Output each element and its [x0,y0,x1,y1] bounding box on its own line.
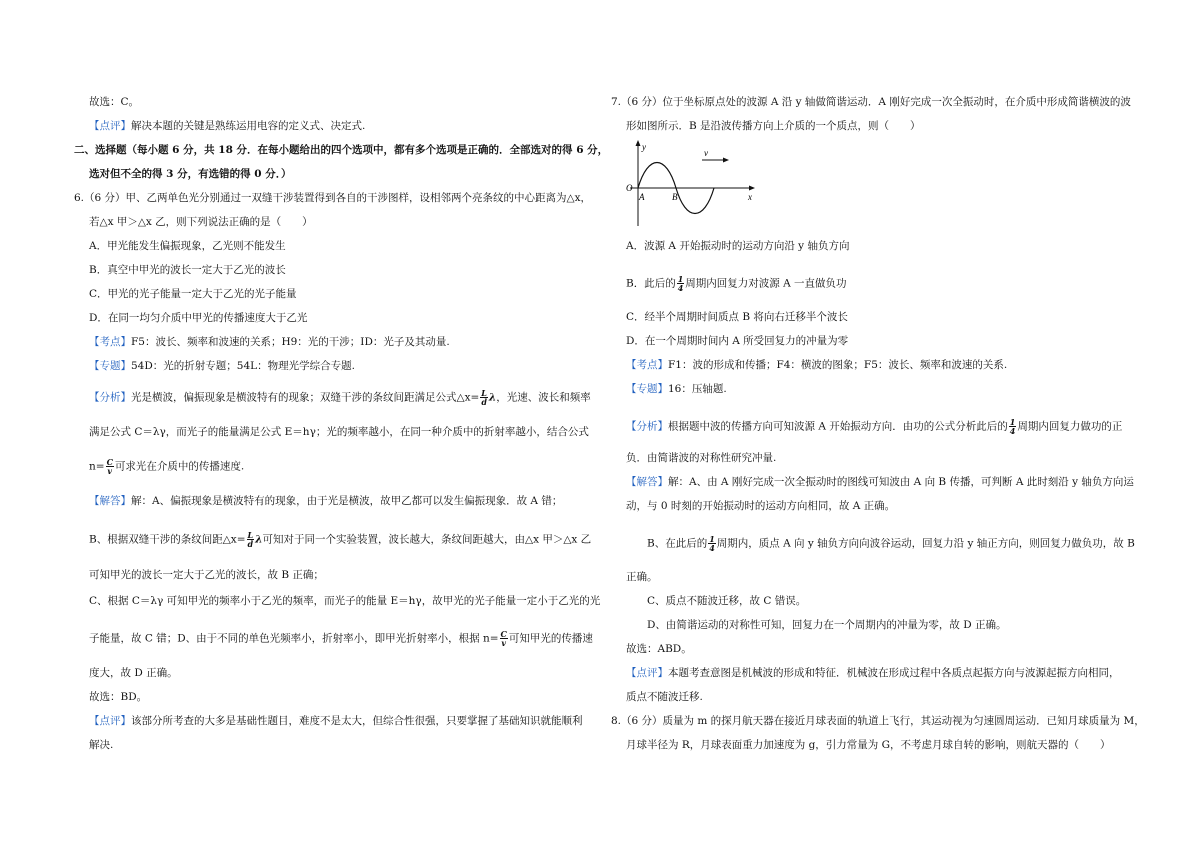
solution-line-c2 [89,630,593,647]
point-a-label: A [639,192,645,202]
fraction-quarter-2: $\frac{1}{4}$ [1009,417,1016,436]
y-axis-label: y [642,142,646,152]
point-b-label: B [672,192,678,202]
zhuanti-tag-7: 【专题】 [626,383,668,395]
solution-7b-text: B、在此后的 [647,537,708,550]
comment-tag-6: 【点评】 [89,715,131,727]
comment-line-7-cont: 质点不随波迁移. [626,691,703,703]
kaodian-tag: 【考点】 [89,336,131,348]
wave-figure [626,140,756,228]
zhuanti-tag: 【专题】 [89,360,131,372]
x-axis-label: x [748,192,752,202]
zhuanti-text: 54D：光的折射专题；54L：物理光学综合专题. [131,360,355,372]
solution-line-c: C、根据 C＝λγ 可知甲光的频率小于乙光的频率，而光子的能量 E＝hγ，故甲光的光子能量一定小于乙光的光 [89,595,601,607]
solution-text: 解：A、偏振现象是横波特有的现象，由于光是横波，故甲乙都可以发生偏振现象．故 A 错； [131,495,563,507]
fraction-quarter: $\frac{1}{4}$ [677,274,684,293]
analysis-tag-7: 【分析】 [626,420,668,433]
solution-text-7: 解：A、由 A 刚好完成一次全振动时的图线可知波由 A 向 B 传播，可判断 A 此时刻沿 y 轴负方向运 [668,476,1134,488]
answer-line: 故选：C。 [89,96,140,108]
analysis-text-7: 根据题中波的传播方向可知波源 A 开始振动方向．由功的公式分析此后的 [668,420,1008,433]
velocity-label: v [704,148,708,158]
solution-tag-7: 【解答】 [626,476,668,488]
kaodian-line-7 [626,358,1007,372]
lambda-symbol: λ [488,391,497,404]
solution-line [89,494,562,508]
fraction-l-over-d: $\frac{L}{d}$ [481,388,487,407]
option-c: C．甲光的光子能量一定大于乙光的光子能量 [89,288,297,300]
answer-line-7: 故选：ABD。 [626,643,692,655]
option-7d: D．在一个周期时间内 A 所受回复力的冲量为零 [626,335,849,347]
solution-b-text: B、根据双缝干涉的条纹间距△x= [89,533,246,546]
option-7a: A．波源 A 开始振动时的运动方向沿 y 轴负方向 [626,240,850,252]
analysis-line-7-cont: 负．由简谐波的对称性研究冲量. [626,452,777,464]
fraction-l-over-d-2: $\frac{L}{d}$ [247,530,254,549]
option-d: D．在同一均匀介质中甲光的传播速度大于乙光 [89,312,308,324]
analysis-tag: 【分析】 [89,391,131,404]
analysis-text-3: 可求光在介质中的传播速度. [114,460,245,473]
fraction-quarter-3: $\frac{1}{4}$ [709,534,715,553]
solution-line-d: 度大，故 D 正确。 [89,667,178,679]
solution-b-text-end: 可知对于同一个实验装置，波长越大，条纹间距越大，由△x 甲＞△x 乙 [262,533,592,546]
comment-line-6-cont: 解决. [89,739,114,751]
option-7c: C．经半个周期时间质点 B 将向右迁移半个波长 [626,311,848,323]
comment-text-7: 本题考查意图是机械波的形成和特征．机械波在形成过程中各质点起振方向与波源起振方向相同， [668,667,1120,679]
zhuanti-line [89,359,355,373]
kaodian-tag-7: 【考点】 [626,359,668,371]
origin-label: O [626,183,633,193]
question-6-stem-cont: 若△x 甲＞△x 乙，则下列说法正确的是（ ） [89,216,313,228]
solution-c2-text-end: 可知甲光的传播速 [508,632,593,645]
solution-line-7b-cont: 正确。 [626,571,658,583]
question-7-stem-cont: 形如图所示．B 是沿波传播方向上介质的一个质点，则（ ） [626,120,921,132]
answer-line-6: 故选：BD。 [89,691,148,703]
option-b: B．真空中甲光的波长一定大于乙光的波长 [89,264,286,276]
solution-line-7d: D、由简谐运动的对称性可知，回复力在一个周期内的冲量为零，故 D 正确。 [647,619,1007,631]
question-6-stem: 6.（6 分）甲、乙两单色光分别通过一双缝干涉装置得到各自的干涉图样，设相邻两个亮条纹的中心距离为△x， [74,192,592,204]
comment-line [89,119,365,133]
solution-line-7-cont: 动，与 0 时刻的开始振动时的运动方向相同，故 A 正确。 [626,500,896,512]
comment-text: 解决本题的关键是熟练运用电容的定义式、决定式. [131,120,366,132]
kaodian-text: F5：波长、频率和波速的关系；H9：光的干涉；ID：光子及其动量. [131,336,450,348]
analysis-text-7-end: 周期内回复力做功的正 [1017,420,1123,433]
section-heading-cont: 选对但不全的得 3 分，有选错的得 0 分．） [89,168,292,180]
analysis-line-7 [626,418,1122,435]
section-heading: 二、选择题（每小题 6 分，共 18 分．在每小题给出的四个选项中，都有多个选项是正确的．全部选对的得 6 分， [74,144,609,156]
kaodian-line [89,335,450,349]
comment-tag: 【点评】 [89,120,131,132]
x-axis-arrow [749,186,755,191]
analysis-text-end: ，光速、波长和频率 [496,391,591,404]
solution-line-b2: 可知甲光的波长一定大于乙光的波长，故 B 正确； [89,569,324,581]
y-axis-arrow [636,140,641,146]
solution-tag: 【解答】 [89,495,131,507]
velocity-arrowhead [723,158,729,163]
kaodian-text-7: F1：波的形成和传播；F4：横波的图象；F5：波长、频率和波速的关系. [668,359,1008,371]
zhuanti-line-7 [626,382,727,396]
analysis-text: 光是横波，偏振现象是横波特有的现象；双缝干涉的条纹间距满足公式△x= [131,391,480,404]
option-a: A．甲光能发生偏振现象，乙光则不能发生 [89,240,286,252]
option-7b-text: B．此后的 [626,277,676,290]
comment-line-7 [626,666,1120,680]
fraction-c-over-v-2: $\frac{C}{v}$ [500,629,507,648]
lambda-symbol-2: λ [255,533,263,546]
analysis-line-3 [89,458,244,475]
analysis-line [89,389,591,406]
solution-line-b [89,531,591,548]
solution-line-7b [647,535,1135,552]
question-8-stem-cont: 月球半径为 R，月球表面重力加速度为 g，引力常量为 G，不考虑月球自转的影响，则航天器的（ ） [626,739,1111,751]
solution-line-7 [626,475,1134,489]
comment-line-6 [89,714,583,728]
question-8-stem: 8.（6 分）质量为 m 的探月航天器在接近月球表面的轨道上飞行，其运动视为匀速圆周运动．已知月球质量为 M， [611,715,1145,727]
comment-tag-7: 【点评】 [626,667,668,679]
analysis-line-2: 满足公式 C＝λγ，而光子的能量满足公式 E＝hγ；光的频率越小，在同一种介质中的折射率越小，结合公式 [89,426,589,438]
solution-c2-text: 子能量，故 C 错；D、由于不同的单色光频率小，折射率小，即甲光折射率小，根据 n= [89,632,499,645]
comment-text-6: 该部分所考查的大多是基础性题目，难度不是太大，但综合性很强，只要掌握了基础知识就能顺利 [131,715,583,727]
solution-line-7c: C、质点不随波迁移，故 C 错误。 [647,595,807,607]
option-7b-text-end: 周期内回复力对波源 A 一直做负功 [685,277,847,290]
question-7-stem: 7.（6 分）位于坐标原点处的波源 A 沿 y 轴做简谐运动．A 刚好完成一次全振动时，在介质中形成简谐横波的波 [611,96,1131,108]
option-7b [626,275,847,292]
solution-7b-text-end: 周期内，质点 A 向 y 轴负方向向波谷运动，回复力沿 y 轴正方向，则回复力做负功，故 B [716,537,1135,550]
zhuanti-text-7: 16：压轴题. [668,383,727,395]
formula-n: n= [89,460,105,473]
fraction-c-over-v: $\frac{C}{v}$ [106,457,113,476]
